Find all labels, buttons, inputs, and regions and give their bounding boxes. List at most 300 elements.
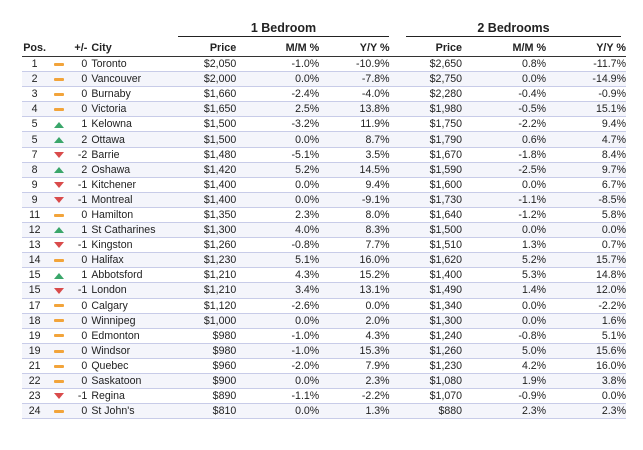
- cell-change: -1: [70, 389, 91, 404]
- cell-mm-1br: 0.0%: [236, 313, 319, 328]
- cell-mm-1br: -5.1%: [236, 147, 319, 162]
- cell-mm-2br: -1.1%: [462, 192, 546, 207]
- cell-change: 1: [70, 117, 91, 132]
- cell-mm-1br: 0.0%: [236, 132, 319, 147]
- cell-yy-1br: -4.0%: [319, 87, 389, 102]
- cell-mm-2br: -2.2%: [462, 117, 546, 132]
- cell-yy-1br: 8.7%: [319, 132, 389, 147]
- cell-trend: [47, 192, 70, 207]
- cell-mm-1br: 2.3%: [236, 207, 319, 222]
- cell-price-2br: $1,080: [413, 373, 462, 388]
- cell-mm-2br: 0.0%: [462, 72, 546, 87]
- header-price-2br: Price: [413, 39, 462, 57]
- cell-mm-1br: -2.6%: [236, 298, 319, 313]
- table-row: [22, 358, 626, 373]
- cell-yy-2br: 15.7%: [546, 253, 626, 268]
- cell-price-1br: $980: [177, 328, 236, 343]
- cell-mm-2br: -0.9%: [462, 389, 546, 404]
- cell-price-1br: $1,260: [177, 238, 236, 253]
- cell-gap: [390, 358, 413, 373]
- cell-price-2br: $1,300: [413, 313, 462, 328]
- cell-yy-2br: -0.9%: [546, 87, 626, 102]
- cell-change: 2: [70, 132, 91, 147]
- trend-down-icon: [54, 288, 64, 294]
- cell-pos: 21: [22, 358, 47, 373]
- cell-pos: 7: [22, 147, 47, 162]
- header-mm-2br: M/M %: [462, 39, 546, 57]
- cell-mm-1br: -0.8%: [236, 238, 319, 253]
- cell-change: 0: [70, 358, 91, 373]
- cell-pos: 11: [22, 207, 47, 222]
- cell-pos: 9: [22, 177, 47, 192]
- cell-yy-1br: 7.9%: [319, 358, 389, 373]
- cell-gap: [390, 102, 413, 117]
- cell-price-1br: $1,210: [177, 268, 236, 283]
- cell-price-1br: $1,230: [177, 253, 236, 268]
- trend-unchanged-icon: [54, 380, 64, 383]
- cell-yy-2br: 5.1%: [546, 328, 626, 343]
- cell-gap: [390, 132, 413, 147]
- cell-price-2br: $1,490: [413, 283, 462, 298]
- cell-yy-1br: 14.5%: [319, 162, 389, 177]
- cell-price-2br: $2,280: [413, 87, 462, 102]
- table-row: [22, 162, 626, 177]
- table-row: [22, 117, 626, 132]
- cell-mm-1br: -1.0%: [236, 57, 319, 72]
- cell-pos: 18: [22, 313, 47, 328]
- cell-pos: 9: [22, 192, 47, 207]
- cell-yy-2br: 3.8%: [546, 373, 626, 388]
- cell-pos: 5: [22, 132, 47, 147]
- cell-yy-1br: 1.3%: [319, 404, 389, 419]
- cell-price-1br: $810: [177, 404, 236, 419]
- cell-mm-2br: 1.3%: [462, 238, 546, 253]
- table-row: [22, 328, 626, 343]
- header-gap: [390, 39, 413, 57]
- cell-mm-1br: 0.0%: [236, 404, 319, 419]
- cell-price-1br: $960: [177, 358, 236, 373]
- cell-mm-2br: 2.3%: [462, 404, 546, 419]
- cell-price-2br: $1,500: [413, 223, 462, 238]
- header-pos: Pos.: [22, 39, 47, 57]
- cell-pos: 15: [22, 268, 47, 283]
- cell-mm-1br: -1.0%: [236, 343, 319, 358]
- cell-mm-1br: 4.0%: [236, 223, 319, 238]
- table-row: [22, 343, 626, 358]
- cell-yy-2br: 14.8%: [546, 268, 626, 283]
- cell-pos: 13: [22, 238, 47, 253]
- cell-trend: [47, 162, 70, 177]
- table-body: [22, 57, 626, 419]
- cell-yy-1br: 11.9%: [319, 117, 389, 132]
- cell-yy-1br: -10.9%: [319, 57, 389, 72]
- table-row: [22, 147, 626, 162]
- cell-change: 0: [70, 313, 91, 328]
- table-row: [22, 207, 626, 222]
- cell-trend: [47, 177, 70, 192]
- cell-yy-2br: 15.1%: [546, 102, 626, 117]
- cell-change: 0: [70, 57, 91, 72]
- cell-trend: [47, 253, 70, 268]
- cell-pos: 2: [22, 72, 47, 87]
- cell-mm-1br: 4.3%: [236, 268, 319, 283]
- cell-price-1br: $1,660: [177, 87, 236, 102]
- cell-yy-1br: 15.2%: [319, 268, 389, 283]
- cell-yy-2br: 0.7%: [546, 238, 626, 253]
- cell-gap: [390, 313, 413, 328]
- cell-yy-1br: 4.3%: [319, 328, 389, 343]
- table-row: [22, 404, 626, 419]
- header-mm-1br: M/M %: [236, 39, 319, 57]
- cell-change: 0: [70, 343, 91, 358]
- cell-trend: [47, 117, 70, 132]
- cell-mm-2br: 4.2%: [462, 358, 546, 373]
- cell-yy-1br: 15.3%: [319, 343, 389, 358]
- cell-price-2br: $1,240: [413, 328, 462, 343]
- table-row: [22, 313, 626, 328]
- cell-price-2br: $1,620: [413, 253, 462, 268]
- cell-mm-1br: 3.4%: [236, 283, 319, 298]
- cell-trend: [47, 358, 70, 373]
- trend-unchanged-icon: [54, 304, 64, 307]
- cell-city: Saskatoon: [91, 373, 177, 388]
- cell-city: Winnipeg: [91, 313, 177, 328]
- cell-price-2br: $1,730: [413, 192, 462, 207]
- cell-mm-2br: 5.2%: [462, 253, 546, 268]
- cell-city: Kelowna: [91, 117, 177, 132]
- cell-change: -1: [70, 177, 91, 192]
- cell-change: 0: [70, 102, 91, 117]
- cell-gap: [390, 147, 413, 162]
- cell-yy-2br: 0.0%: [546, 223, 626, 238]
- header-yy-1br: Y/Y %: [319, 39, 389, 57]
- cell-yy-2br: 8.4%: [546, 147, 626, 162]
- cell-city: Edmonton: [91, 328, 177, 343]
- table-row: [22, 389, 626, 404]
- cell-pos: 15: [22, 283, 47, 298]
- trend-down-icon: [54, 182, 64, 188]
- cell-price-2br: $1,070: [413, 389, 462, 404]
- cell-mm-2br: -0.4%: [462, 87, 546, 102]
- table-row: [22, 72, 626, 87]
- cell-gap: [390, 328, 413, 343]
- cell-yy-2br: -8.5%: [546, 192, 626, 207]
- cell-change: -2: [70, 147, 91, 162]
- cell-yy-2br: -14.9%: [546, 72, 626, 87]
- cell-yy-2br: 6.7%: [546, 177, 626, 192]
- header-trend: [47, 39, 70, 57]
- cell-mm-2br: 5.3%: [462, 268, 546, 283]
- cell-yy-2br: 0.0%: [546, 389, 626, 404]
- table-row: [22, 57, 626, 72]
- cell-yy-1br: -9.1%: [319, 192, 389, 207]
- cell-pos: 19: [22, 328, 47, 343]
- cell-price-1br: $1,210: [177, 283, 236, 298]
- cell-city: Regina: [91, 389, 177, 404]
- cell-price-2br: $2,650: [413, 57, 462, 72]
- cell-gap: [390, 298, 413, 313]
- table-row: [22, 87, 626, 102]
- cell-gap: [390, 192, 413, 207]
- cell-price-1br: $1,480: [177, 147, 236, 162]
- cell-change: 1: [70, 268, 91, 283]
- cell-pos: 3: [22, 87, 47, 102]
- trend-down-icon: [54, 197, 64, 203]
- cell-trend: [47, 283, 70, 298]
- cell-pos: 22: [22, 373, 47, 388]
- cell-pos: 8: [22, 162, 47, 177]
- cell-yy-1br: 9.4%: [319, 177, 389, 192]
- table-row: [22, 283, 626, 298]
- cell-trend: [47, 102, 70, 117]
- cell-mm-1br: -2.4%: [236, 87, 319, 102]
- cell-trend: [47, 298, 70, 313]
- group-header-1-bedroom: 1 Bedroom: [178, 21, 389, 37]
- cell-city: Quebec: [91, 358, 177, 373]
- cell-change: 1: [70, 223, 91, 238]
- cell-change: 0: [70, 373, 91, 388]
- cell-change: 0: [70, 87, 91, 102]
- cell-mm-1br: 5.1%: [236, 253, 319, 268]
- cell-change: -1: [70, 238, 91, 253]
- cell-price-1br: $900: [177, 373, 236, 388]
- cell-yy-1br: 13.8%: [319, 102, 389, 117]
- cell-price-2br: $1,750: [413, 117, 462, 132]
- cell-gap: [390, 253, 413, 268]
- group-header-2-bedrooms: 2 Bedrooms: [406, 21, 621, 37]
- trend-unchanged-icon: [54, 78, 64, 81]
- table-row: [22, 132, 626, 147]
- cell-yy-2br: 12.0%: [546, 283, 626, 298]
- cell-yy-2br: 9.4%: [546, 117, 626, 132]
- cell-yy-1br: -7.8%: [319, 72, 389, 87]
- trend-up-icon: [54, 122, 64, 128]
- table-row: [22, 177, 626, 192]
- cell-gap: [390, 177, 413, 192]
- cell-trend: [47, 57, 70, 72]
- table-row: [22, 298, 626, 313]
- cell-mm-2br: -0.8%: [462, 328, 546, 343]
- cell-city: Barrie: [91, 147, 177, 162]
- cell-city: Kingston: [91, 238, 177, 253]
- cell-city: Abbotsford: [91, 268, 177, 283]
- cell-yy-2br: -2.2%: [546, 298, 626, 313]
- cell-gap: [390, 207, 413, 222]
- cell-price-2br: $880: [413, 404, 462, 419]
- cell-price-1br: $1,300: [177, 223, 236, 238]
- cell-mm-2br: 0.0%: [462, 298, 546, 313]
- trend-down-icon: [54, 393, 64, 399]
- cell-gap: [390, 373, 413, 388]
- trend-up-icon: [54, 227, 64, 233]
- cell-gap: [390, 389, 413, 404]
- trend-unchanged-icon: [54, 259, 64, 262]
- cell-mm-1br: -1.1%: [236, 389, 319, 404]
- cell-mm-1br: 0.0%: [236, 177, 319, 192]
- cell-price-1br: $1,420: [177, 162, 236, 177]
- cell-yy-1br: 16.0%: [319, 253, 389, 268]
- cell-gap: [390, 223, 413, 238]
- cell-pos: 4: [22, 102, 47, 117]
- cell-yy-1br: 8.3%: [319, 223, 389, 238]
- cell-gap: [390, 238, 413, 253]
- cell-city: Vancouver: [91, 72, 177, 87]
- cell-city: Ottawa: [91, 132, 177, 147]
- cell-trend: [47, 87, 70, 102]
- table-row: [22, 102, 626, 117]
- cell-yy-2br: 1.6%: [546, 313, 626, 328]
- cell-price-1br: $1,000: [177, 313, 236, 328]
- cell-pos: 24: [22, 404, 47, 419]
- header-price-1br: Price: [177, 39, 236, 57]
- cell-pos: 14: [22, 253, 47, 268]
- cell-city: Victoria: [91, 102, 177, 117]
- cell-gap: [390, 72, 413, 87]
- cell-price-1br: $2,050: [177, 57, 236, 72]
- trend-up-icon: [54, 137, 64, 143]
- cell-price-2br: $1,980: [413, 102, 462, 117]
- cell-trend: [47, 343, 70, 358]
- cell-mm-2br: 5.0%: [462, 343, 546, 358]
- cell-yy-2br: 15.6%: [546, 343, 626, 358]
- cell-change: 0: [70, 207, 91, 222]
- cell-mm-2br: 0.8%: [462, 57, 546, 72]
- cell-mm-1br: 5.2%: [236, 162, 319, 177]
- cell-price-2br: $1,600: [413, 177, 462, 192]
- cell-trend: [47, 328, 70, 343]
- table-row: [22, 223, 626, 238]
- cell-change: 0: [70, 298, 91, 313]
- cell-mm-1br: 2.5%: [236, 102, 319, 117]
- cell-yy-2br: 4.7%: [546, 132, 626, 147]
- cell-price-2br: $2,750: [413, 72, 462, 87]
- cell-price-1br: $1,350: [177, 207, 236, 222]
- trend-up-icon: [54, 273, 64, 279]
- cell-mm-1br: -3.2%: [236, 117, 319, 132]
- cell-price-2br: $1,640: [413, 207, 462, 222]
- cell-yy-2br: 16.0%: [546, 358, 626, 373]
- cell-pos: 17: [22, 298, 47, 313]
- cell-yy-2br: 9.7%: [546, 162, 626, 177]
- cell-price-1br: $1,650: [177, 102, 236, 117]
- cell-price-1br: $1,120: [177, 298, 236, 313]
- trend-unchanged-icon: [54, 93, 64, 96]
- cell-mm-1br: 0.0%: [236, 192, 319, 207]
- trend-unchanged-icon: [54, 319, 64, 322]
- trend-unchanged-icon: [54, 108, 64, 111]
- cell-city: Oshawa: [91, 162, 177, 177]
- trend-unchanged-icon: [54, 350, 64, 353]
- cell-yy-1br: 8.0%: [319, 207, 389, 222]
- table-row: [22, 373, 626, 388]
- cell-mm-2br: 0.0%: [462, 313, 546, 328]
- cell-city: Windsor: [91, 343, 177, 358]
- trend-down-icon: [54, 152, 64, 158]
- cell-mm-2br: 0.0%: [462, 223, 546, 238]
- cell-price-1br: $1,400: [177, 192, 236, 207]
- cell-mm-2br: -2.5%: [462, 162, 546, 177]
- column-group-headers: [22, 21, 626, 39]
- cell-gap: [390, 87, 413, 102]
- cell-city: London: [91, 283, 177, 298]
- cell-mm-2br: 1.9%: [462, 373, 546, 388]
- cell-price-1br: $1,500: [177, 132, 236, 147]
- cell-mm-2br: 0.0%: [462, 177, 546, 192]
- trend-down-icon: [54, 242, 64, 248]
- cell-price-2br: $1,670: [413, 147, 462, 162]
- cell-city: St John's: [91, 404, 177, 419]
- cell-trend: [47, 404, 70, 419]
- cell-pos: 23: [22, 389, 47, 404]
- cell-mm-1br: -2.0%: [236, 358, 319, 373]
- table-row: [22, 192, 626, 207]
- cell-city: Burnaby: [91, 87, 177, 102]
- cell-price-1br: $1,400: [177, 177, 236, 192]
- cell-pos: 12: [22, 223, 47, 238]
- cell-gap: [390, 268, 413, 283]
- cell-mm-1br: 0.0%: [236, 72, 319, 87]
- cell-yy-1br: -2.2%: [319, 389, 389, 404]
- cell-price-2br: $1,510: [413, 238, 462, 253]
- trend-unchanged-icon: [54, 365, 64, 368]
- cell-price-2br: $1,790: [413, 132, 462, 147]
- cell-price-2br: $1,260: [413, 343, 462, 358]
- table-row: [22, 253, 626, 268]
- cell-yy-2br: 2.3%: [546, 404, 626, 419]
- cell-trend: [47, 268, 70, 283]
- cell-city: Hamilton: [91, 207, 177, 222]
- cell-price-2br: $1,400: [413, 268, 462, 283]
- cell-change: 0: [70, 404, 91, 419]
- cell-mm-2br: -1.2%: [462, 207, 546, 222]
- cell-gap: [390, 404, 413, 419]
- cell-price-1br: $980: [177, 343, 236, 358]
- cell-yy-1br: 0.0%: [319, 298, 389, 313]
- cell-trend: [47, 238, 70, 253]
- trend-unchanged-icon: [54, 214, 64, 217]
- cell-price-1br: $1,500: [177, 117, 236, 132]
- cell-gap: [390, 57, 413, 72]
- cell-trend: [47, 147, 70, 162]
- cell-gap: [390, 162, 413, 177]
- trend-unchanged-icon: [54, 410, 64, 413]
- cell-mm-1br: 0.0%: [236, 373, 319, 388]
- cell-city: Halifax: [91, 253, 177, 268]
- rent-ranking-table: [22, 39, 626, 419]
- cell-yy-2br: -11.7%: [546, 57, 626, 72]
- cell-trend: [47, 223, 70, 238]
- rent-ranking-table-container: [22, 21, 626, 419]
- cell-yy-2br: 5.8%: [546, 207, 626, 222]
- cell-change: 2: [70, 162, 91, 177]
- cell-change: 0: [70, 253, 91, 268]
- trend-unchanged-icon: [54, 63, 64, 66]
- cell-trend: [47, 389, 70, 404]
- cell-yy-1br: 7.7%: [319, 238, 389, 253]
- cell-trend: [47, 132, 70, 147]
- cell-city: St Catharines: [91, 223, 177, 238]
- cell-yy-1br: 2.0%: [319, 313, 389, 328]
- cell-gap: [390, 283, 413, 298]
- cell-pos: 5: [22, 117, 47, 132]
- cell-trend: [47, 207, 70, 222]
- cell-trend: [47, 72, 70, 87]
- cell-change: 0: [70, 328, 91, 343]
- cell-change: -1: [70, 283, 91, 298]
- table-row: [22, 238, 626, 253]
- table-row: [22, 268, 626, 283]
- cell-mm-2br: -1.8%: [462, 147, 546, 162]
